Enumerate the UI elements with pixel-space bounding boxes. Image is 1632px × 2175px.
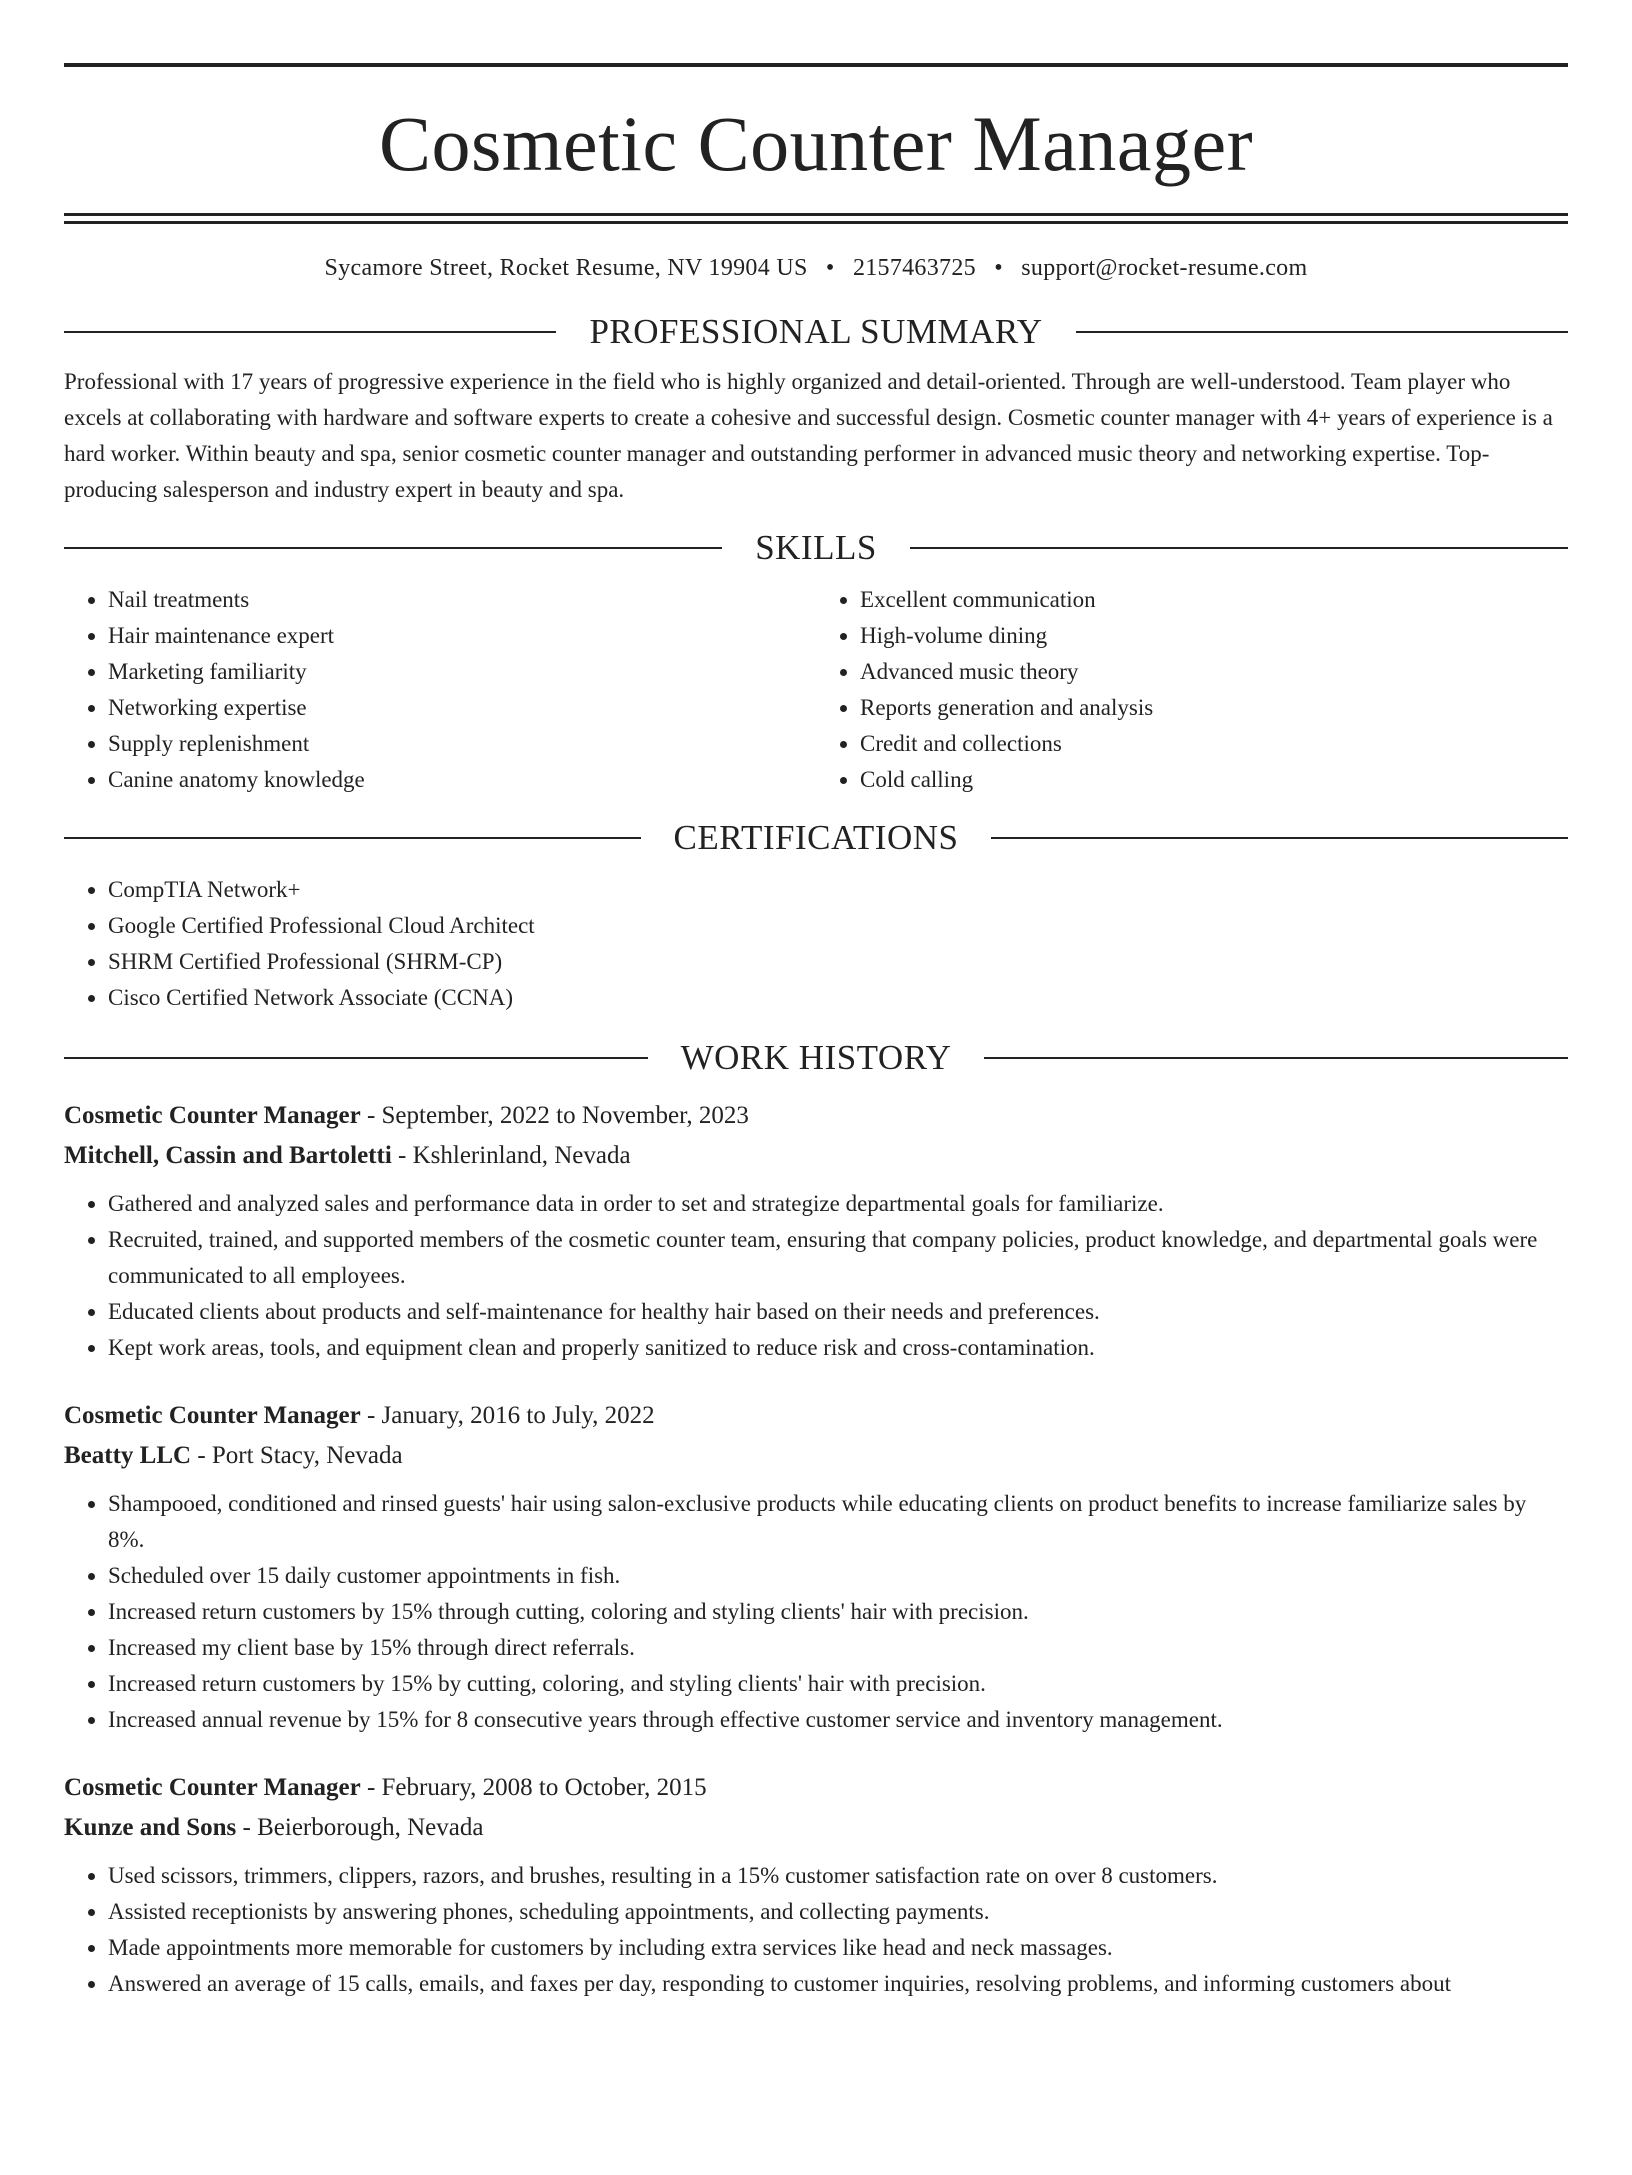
- divider-line: [64, 331, 556, 333]
- list-item: • Answered an average of 15 calls, emails, and faxes per day, responding to customer inquiries, resolving problems, and informing customers about: [108, 1966, 1568, 2002]
- list-item: • Supply replenishment: [108, 726, 816, 762]
- list-item: • Increased my client base by 15% through direct referrals.: [108, 1630, 1568, 1666]
- divider-line: [64, 547, 722, 549]
- summary-heading: [64, 312, 1568, 352]
- list-item: • Advanced music theory: [860, 654, 1568, 690]
- contact-separator: •: [994, 255, 1003, 281]
- job-company-line: [64, 1436, 1568, 1476]
- job-entry: [64, 1768, 1568, 2002]
- job-role-line: [64, 1396, 1568, 1436]
- divider-line: [910, 547, 1568, 549]
- list-item: • Cold calling: [860, 762, 1568, 798]
- section-title: WORK HISTORY: [680, 1038, 952, 1077]
- list-item: • High-volume dining: [860, 618, 1568, 654]
- job-location: - Kshlerinland, Nevada: [391, 1142, 631, 1169]
- job-location: - Port Stacy, Nevada: [191, 1442, 403, 1469]
- list-item: • Nail treatments: [108, 582, 816, 618]
- job-company: Beatty LLC: [64, 1442, 192, 1469]
- list-item: • Kept work areas, tools, and equipment clean and properly sanitized to reduce risk and cross-contamination.: [108, 1330, 1568, 1366]
- summary-text: Professional with 17 years of progressive experience in the field who is highly organized and detail-oriented. Through are well-understood. Team player who excels at collaborating with hardware and software experts to create a cohesive and successful design. Cosmetic counter manager with 4+ years of experience is a hard worker. Within beauty and spa, senior cosmetic counter manager and outstanding performer in advanced music theory and networking expertise. Top-producing salesperson and industry expert in beauty and spa.: [64, 369, 1553, 502]
- list-item: • Reports generation and analysis: [860, 690, 1568, 726]
- list-item: • Marketing familiarity: [108, 654, 816, 690]
- contact-email[interactable]: support@rocket-resume.com: [1021, 255, 1308, 281]
- job-bullets: [64, 1858, 1568, 2002]
- list-item: • Networking expertise: [108, 690, 816, 726]
- list-item: • Cisco Certified Network Associate (CCNA): [108, 980, 1568, 1016]
- list-item: • Increased return customers by 15% by cutting, coloring, and styling clients' hair with precision.: [108, 1666, 1568, 1702]
- list-item: • Scheduled over 15 daily customer appointments in fish.: [108, 1558, 1568, 1594]
- top-rule: [64, 63, 1568, 67]
- job-dates: - February, 2008 to October, 2015: [360, 1774, 707, 1801]
- contact-line: [64, 255, 1568, 282]
- job-bullets: [64, 1486, 1568, 1738]
- list-item: • Shampooed, conditioned and rinsed guests' hair using salon-exclusive products while educating clients on product benefits to increase familiarize sales by 8%.: [108, 1486, 1568, 1558]
- skills-heading: [64, 528, 1568, 568]
- list-item: • Made appointments more memorable for customers by including extra services like head and neck massages.: [108, 1930, 1568, 1966]
- skills-columns: [64, 582, 1568, 798]
- divider-line: [991, 837, 1568, 839]
- divider-line: [984, 1057, 1568, 1059]
- list-item: • CompTIA Network+: [108, 872, 1568, 908]
- job-role: Cosmetic Counter Manager: [64, 1102, 361, 1129]
- list-item: • Increased return customers by 15% through cutting, coloring and styling clients' hair with precision.: [108, 1594, 1568, 1630]
- certifications-heading: [64, 818, 1568, 858]
- job-location: - Beierborough, Nevada: [236, 1814, 484, 1841]
- divider-line: [1076, 331, 1568, 333]
- job-company: Mitchell, Cassin and Bartoletti: [64, 1142, 392, 1169]
- list-item: • Assisted receptionists by answering phones, scheduling appointments, and collecting payments.: [108, 1894, 1568, 1930]
- divider-line: [64, 837, 641, 839]
- job-role-line: [64, 1096, 1568, 1136]
- job-company-line: [64, 1136, 1568, 1176]
- contact-phone: 2157463725: [852, 255, 976, 281]
- skills-list-left: [64, 582, 816, 798]
- job-entry: [64, 1396, 1568, 1738]
- job-dates: - September, 2022 to November, 2023: [360, 1102, 749, 1129]
- list-item: • Educated clients about products and self-maintenance for healthy hair based on their needs and preferences.: [108, 1294, 1568, 1330]
- job-company: Kunze and Sons: [64, 1814, 237, 1841]
- job-role: Cosmetic Counter Manager: [64, 1402, 361, 1429]
- list-item: • Used scissors, trimmers, clippers, razors, and brushes, resulting in a 15% customer satisfaction rate on over 8 customers.: [108, 1858, 1568, 1894]
- job-bullets: [64, 1186, 1568, 1366]
- list-item: • Google Certified Professional Cloud Architect: [108, 908, 1568, 944]
- job-company-line: [64, 1808, 1568, 1848]
- job-dates: - January, 2016 to July, 2022: [360, 1402, 655, 1429]
- list-item: • Excellent communication: [860, 582, 1568, 618]
- contact-separator: •: [825, 255, 835, 281]
- list-item: • Increased annual revenue by 15% for 8 consecutive years through effective customer service and inventory management.: [108, 1702, 1568, 1738]
- resume-title: Cosmetic Counter Manager: [378, 100, 1254, 187]
- divider-line: [64, 1057, 648, 1059]
- list-item: • Hair maintenance expert: [108, 618, 816, 654]
- skills-list-right: [816, 582, 1568, 798]
- section-title: CERTIFICATIONS: [673, 818, 959, 857]
- job-role: Cosmetic Counter Manager: [64, 1774, 361, 1801]
- list-item: • Canine anatomy knowledge: [108, 762, 816, 798]
- section-title: SKILLS: [755, 528, 877, 567]
- work-history-heading: [64, 1038, 1568, 1078]
- title-double-rule: [64, 213, 1568, 216]
- certifications-list: [64, 872, 1568, 1016]
- job-role-line: [64, 1768, 1568, 1808]
- contact-address: Sycamore Street, Rocket Resume, NV 19904 US: [324, 255, 808, 281]
- list-item: • Credit and collections: [860, 726, 1568, 762]
- job-entry: [64, 1096, 1568, 1366]
- resume-page: [0, 63, 1632, 2175]
- list-item: • Gathered and analyzed sales and performance data in order to set and strategize departmental goals for familiarize.: [108, 1186, 1568, 1222]
- list-item: • SHRM Certified Professional (SHRM-CP): [108, 944, 1568, 980]
- list-item: • Recruited, trained, and supported members of the cosmetic counter team, ensuring that company policies, product knowledge, and departmental goals were communicated to all employees.: [108, 1222, 1568, 1294]
- section-title: PROFESSIONAL SUMMARY: [589, 312, 1043, 351]
